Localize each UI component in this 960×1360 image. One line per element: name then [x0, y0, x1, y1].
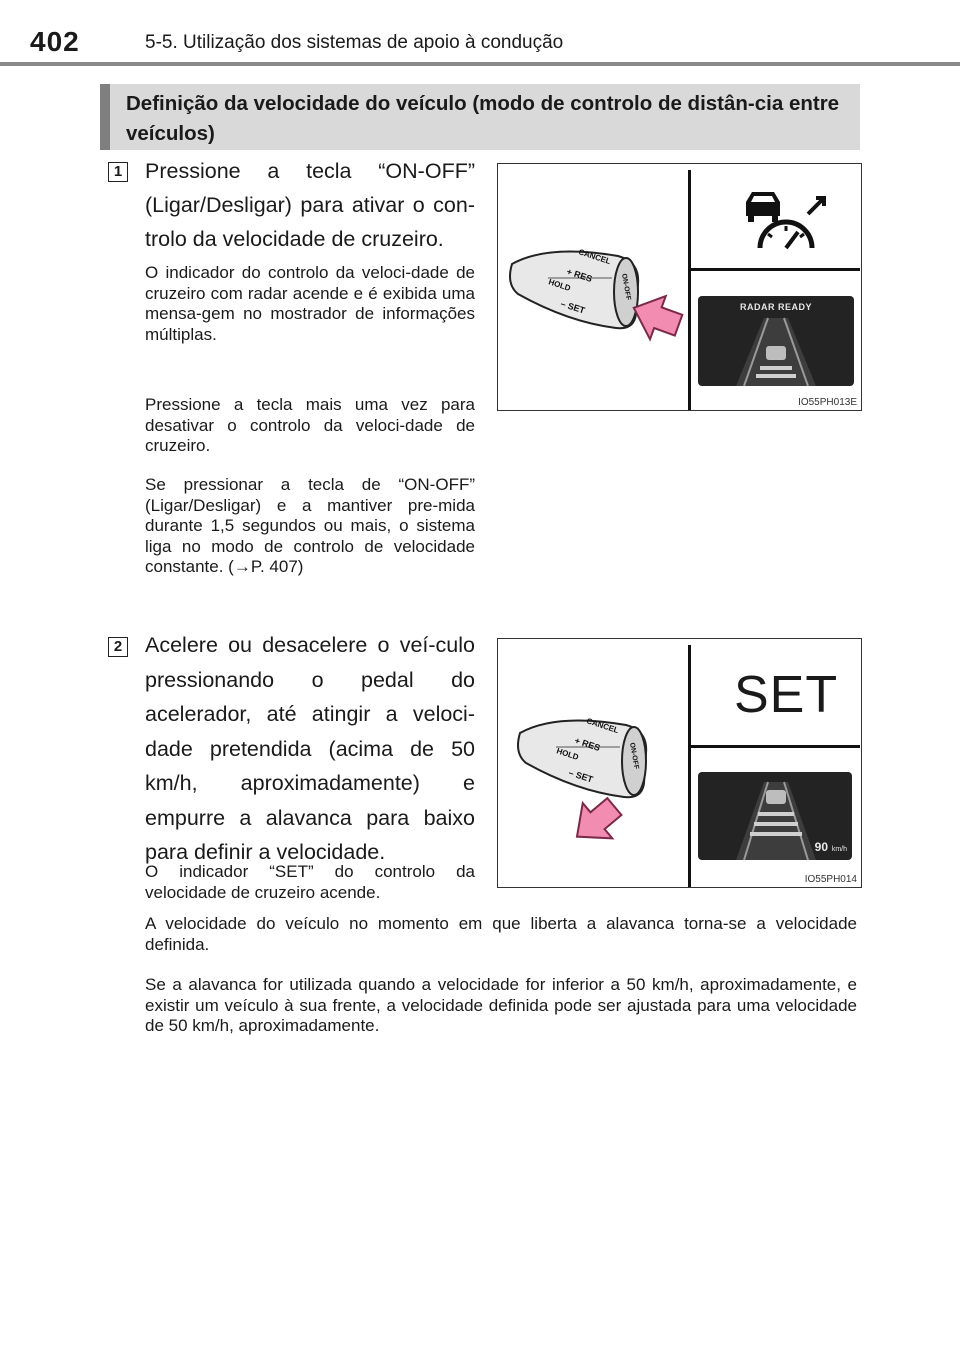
step-2-note-1: O indicador “SET” do controlo da velocidade de cruzeiro acende.	[145, 862, 475, 902]
lever-onoff-label: ON-OFF	[620, 273, 632, 301]
lever-set-label: – SET	[559, 298, 587, 316]
road-graphic	[698, 772, 852, 860]
lever-set-label: – SET	[567, 767, 595, 785]
step-2-marker: 2	[108, 637, 128, 657]
radar-ready-text: RADAR READY	[739, 302, 812, 312]
lever-cancel-label: CANCEL	[585, 716, 620, 736]
section-title: Definição da velocidade do veículo (modo de controlo de distân-cia entre veículos)	[126, 92, 840, 145]
radar-cruise-indicator-icon	[738, 184, 838, 254]
paragraph-low-speed-adjust: Se a alavanca for utilizada quando a velocidade for inferior a 50 km/h, aproximadamente, e existir um veículo à sua frente, a velocidade definida pode ser ajustada para uma velocidade de 50 km/h, aproximadamente.	[145, 975, 857, 1035]
road-graphic	[698, 314, 854, 386]
step-1-note-1: O indicador do controlo da veloci-dade de cruzeiro com radar acende e é exibida uma mensa-gem no mostrador de informações múltiplas.	[145, 263, 475, 344]
lever-hold-label: HOLD	[555, 746, 580, 762]
step-1-marker: 1	[108, 162, 128, 182]
chapter-title: 5-5. Utilização dos sistemas de apoio à condução	[145, 32, 564, 53]
push-down-arrow-icon	[568, 789, 628, 849]
figure-code: IO55PH013E	[798, 397, 857, 408]
step-1-instruction: Pressione a tecla “ON-OFF” (Ligar/Desligar) para ativar o con-trolo da velocidade de cruzeiro.	[145, 159, 475, 251]
multi-info-display	[698, 296, 854, 386]
figure-divider-horizontal	[688, 745, 860, 748]
section-banner	[100, 84, 860, 150]
figure-divider-vertical	[688, 645, 691, 887]
set-indicator: SET	[734, 666, 839, 724]
lever-res-label: + RES	[565, 266, 594, 285]
figure-code: IO55PH014	[804, 874, 857, 885]
display-speed-unit: km/h	[831, 846, 847, 853]
display-speed: 90	[814, 840, 828, 854]
paragraph-set-speed: A velocidade do veículo no momento em que liberta a alavanca torna-se a velocidade definida.	[145, 914, 857, 954]
lever-hold-label: HOLD	[547, 277, 572, 293]
multi-info-display	[698, 772, 852, 860]
lever-res-label: + RES	[573, 735, 602, 754]
figure-step-1	[497, 163, 862, 411]
press-arrow-icon	[628, 284, 688, 344]
header-divider	[0, 62, 960, 66]
figure-step-2	[497, 638, 862, 888]
lever-onoff-label: ON-OFF	[628, 742, 640, 770]
figure-divider-vertical	[688, 170, 691, 410]
step-1-note-3: Se pressionar a tecla de “ON-OFF” (Ligar/Desligar) e a mantiver pre-mida durante 1,5 segundos ou mais, o sistema liga no modo de controlo de velocidade constante. (→P. 407)	[145, 475, 475, 576]
page-number: 402	[30, 26, 80, 57]
figure-divider-horizontal	[688, 268, 860, 271]
lever-cancel-label: CANCEL	[577, 247, 612, 267]
step-2-instruction: Acelere ou desacelere o veí-culo pressionando o pedal do acelerador, até atingir a veloci-dade pretendida (acima de 50 km/h, aproximadamente) e empurre a alavanca para baixo para definir a velocidade.	[145, 633, 475, 864]
step-1-note-2: Pressione a tecla mais uma vez para desativar o controlo da veloci-dade de cruzeiro.	[145, 395, 475, 455]
